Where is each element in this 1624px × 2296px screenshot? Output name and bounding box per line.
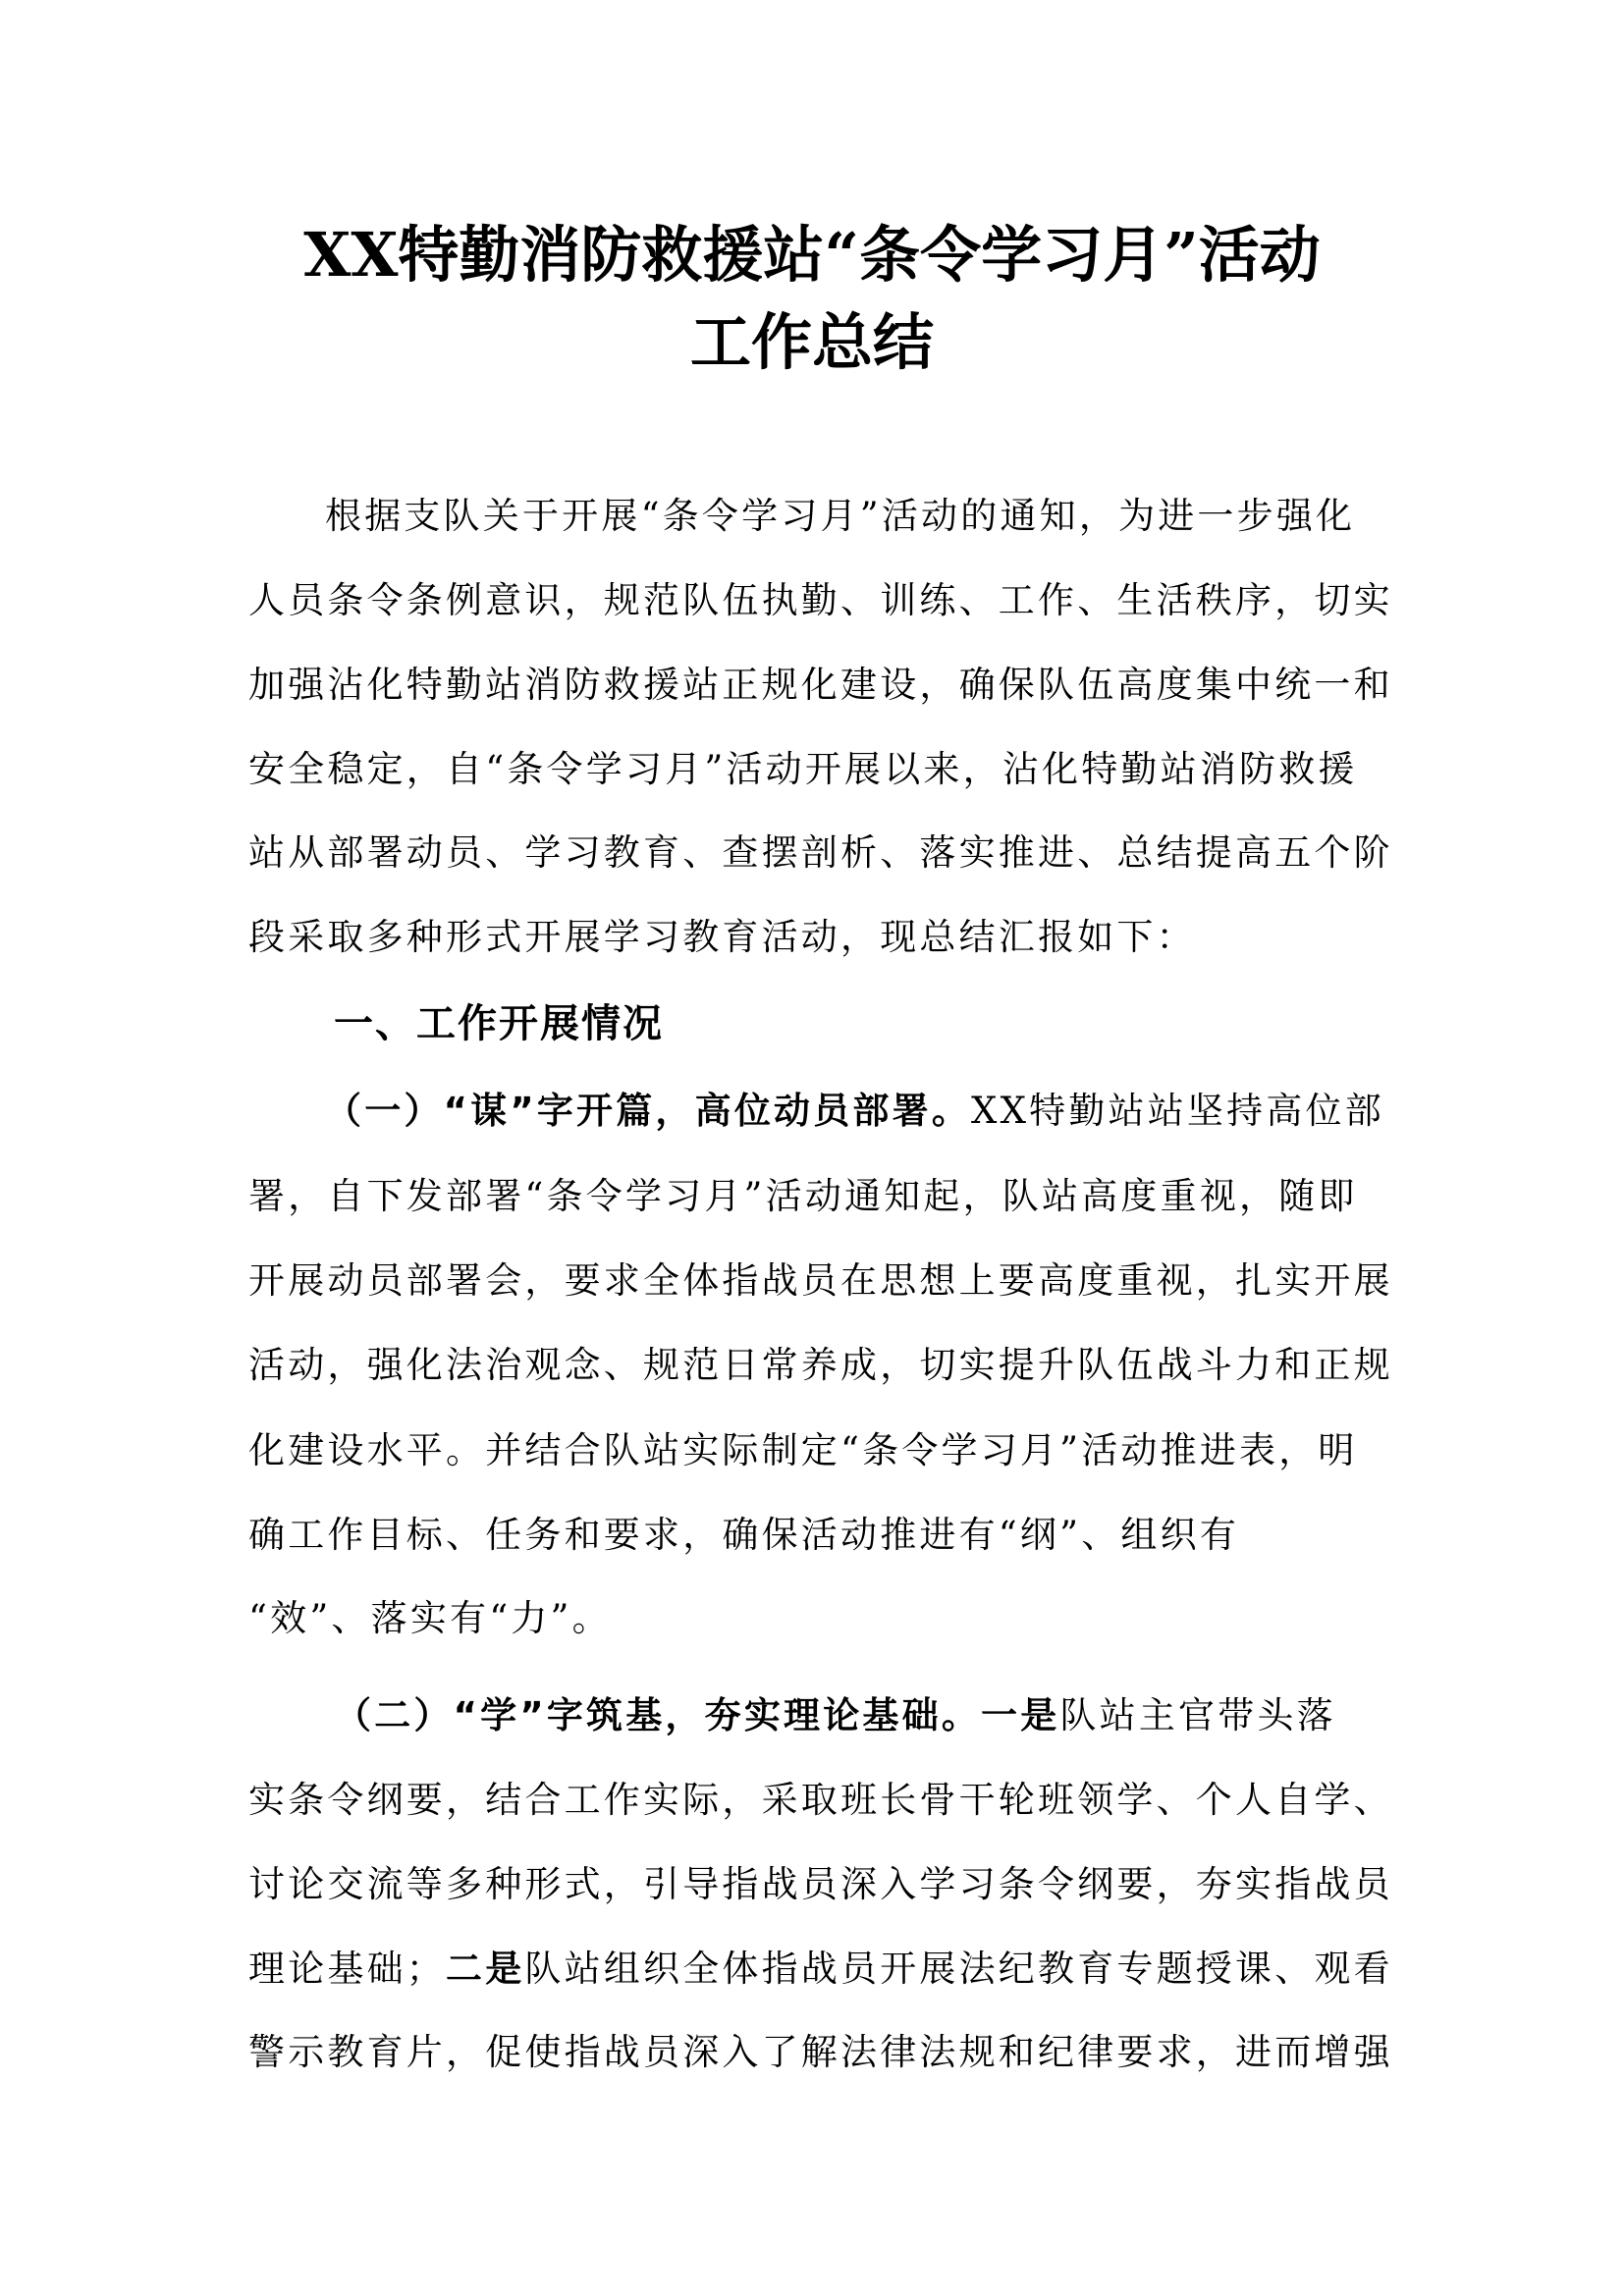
paragraph-line: 活动，强化法治观念、规范日常养成，切实提升队伍战斗力和正规: [248, 1344, 1393, 1386]
first-point-label: 一是: [981, 1693, 1060, 1736]
subsection-2-first-line: [335, 1687, 1336, 1743]
subsection-1-lead: （一）“谋”字开篇，高位动员部署。: [325, 1090, 972, 1132]
paragraph-line: 署，自下发部署“条令学习月”活动通知起，队站高度重视，随即: [248, 1175, 1358, 1217]
document-title-line-1: XX特勤消防救援站“条令学习月”活动: [303, 219, 1321, 291]
intro-line: 加强沾化特勤站消防救援站正规化建设，确保队伍高度集中统一和: [248, 664, 1393, 706]
line-rest: 队站组织全体指战员开展法纪教育专题授课、观看: [524, 1948, 1393, 1990]
intro-line: 段采取多种形式开展学习教育活动，现总结汇报如下：: [248, 916, 1196, 958]
intro-line: 人员条令条例意识，规范队伍执勤、训练、工作、生活秩序，切实: [248, 579, 1393, 621]
subsection-2-lead: （二）“学”字筑基，夯实理论基础。: [335, 1694, 982, 1736]
intro-line: 站从部署动员、学习教育、查摆剖析、落实推进、总结提高五个阶: [248, 831, 1393, 874]
subsection-1-first-line: [325, 1084, 1384, 1139]
paragraph-line: 警示教育片，促使指战员深入了解法律法规和纪律要求，进而增强: [248, 2031, 1393, 2073]
paragraph-line: 确工作目标、任务和要求，确保活动推进有“纲”、组织有: [248, 1514, 1240, 1556]
subsection-1-first-rest: XX特勤站站坚持高位部: [971, 1090, 1384, 1132]
paragraph-line: 实条令纲要，结合工作实际，采取班长骨干轮班领学、个人自学、: [248, 1779, 1393, 1821]
section-heading-1: 一、工作开展情况: [334, 1001, 664, 1046]
paragraph-line: 讨论交流等多种形式，引导指战员深入学习条令纲要，夯实指战员: [248, 1863, 1393, 1905]
line-prefix: 理论基础；: [248, 1948, 446, 1990]
document-title-line-2: 工作总结: [689, 306, 934, 378]
second-point-label: 二是: [446, 1947, 525, 1990]
paragraph-line: [248, 1941, 1393, 1997]
paragraph-line: “效”、落实有“力”。: [248, 1597, 612, 1639]
subsection-2-first-rest: 队站主官带头落: [1059, 1694, 1336, 1736]
paragraph-line: 化建设水平。并结合队站实际制定“条令学习月”活动推进表，明: [248, 1429, 1358, 1471]
paragraph-line: 开展动员部署会，要求全体指战员在思想上要高度重视，扎实开展: [248, 1259, 1393, 1302]
intro-line: 根据支队关于开展“条令学习月”活动的通知，为进一步强化: [325, 495, 1356, 537]
intro-line: 安全稳定，自“条令学习月”活动开展以来，沾化特勤站消防救援: [248, 748, 1358, 790]
